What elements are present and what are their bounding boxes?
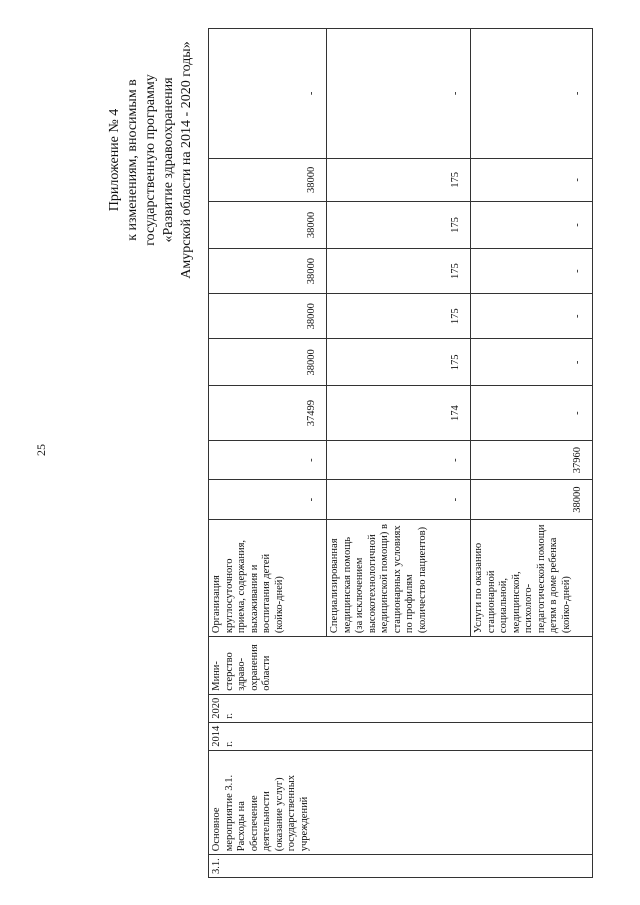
appendix-line: к изменениям, вносимым в (125, 79, 140, 241)
value-cell: - (471, 248, 593, 293)
value-cell: 37499 (209, 386, 327, 440)
value-cell: 175 (327, 248, 471, 293)
value-cell: 174 (327, 386, 471, 440)
value-cell: - (327, 480, 471, 520)
indicators-table (208, 28, 593, 878)
appendix-heading (106, 30, 196, 290)
start-year: 2014 г. (209, 722, 593, 750)
event-cell: Основное мероприятие 3.1. Расходы на обеспечение деятельности (оказание услуг) государственных учреждений (209, 750, 593, 854)
value-cell: - (471, 158, 593, 201)
value-cell: 38000 (209, 158, 327, 201)
value-cell: - (471, 386, 593, 440)
value-cell: - (327, 29, 471, 159)
value-cell: - (209, 29, 327, 159)
indicator-cell: Специализированная медицинская помощь (за исключением высокотехнологичной медицинской помощи) в стационарных условиях по профилям (количество пациентов) (327, 519, 471, 636)
value-cell: 38000 (209, 339, 327, 386)
value-cell: 175 (327, 201, 471, 248)
value-cell: - (327, 440, 471, 480)
page-number: 25 (34, 444, 48, 456)
appendix-line: Приложение № 4 (107, 108, 122, 212)
value-cell: - (471, 294, 593, 339)
value-cell: - (471, 339, 593, 386)
value-cell: - (209, 440, 327, 480)
executor-cell: Мини-стерство здраво-охранения области (209, 637, 593, 695)
appendix-line: Амурской области на 2014 - 2020 годы» (179, 41, 194, 279)
value-cell: - (471, 201, 593, 248)
value-cell: 38000 (209, 201, 327, 248)
end-year: 2020 г. (209, 694, 593, 722)
value-cell: 38000 (209, 248, 327, 293)
value-cell: 37960 (471, 440, 593, 480)
value-cell: 38000 (209, 294, 327, 339)
value-cell: 38000 (471, 480, 593, 520)
indicator-cell: Услуги по оказанию стационарной социальной, медицинской, психолого-педагогической помощи детям в доме ребенка (койко-дней) (471, 519, 593, 636)
appendix-line: «Развитие здравоохранения (161, 77, 176, 243)
value-cell: 175 (327, 294, 471, 339)
rotated-page-content (96, 28, 583, 878)
indicator-cell: Организация круглосуточного приема, содержания, выхаживания и воспитания детей (койко-дней) (209, 519, 327, 636)
row-number: 3.1. (209, 855, 593, 878)
value-cell: 175 (327, 158, 471, 201)
appendix-line: государственную программу (143, 74, 158, 246)
value-cell: 175 (327, 339, 471, 386)
table-row (209, 29, 327, 878)
value-cell: - (471, 29, 593, 159)
value-cell: - (209, 480, 327, 520)
